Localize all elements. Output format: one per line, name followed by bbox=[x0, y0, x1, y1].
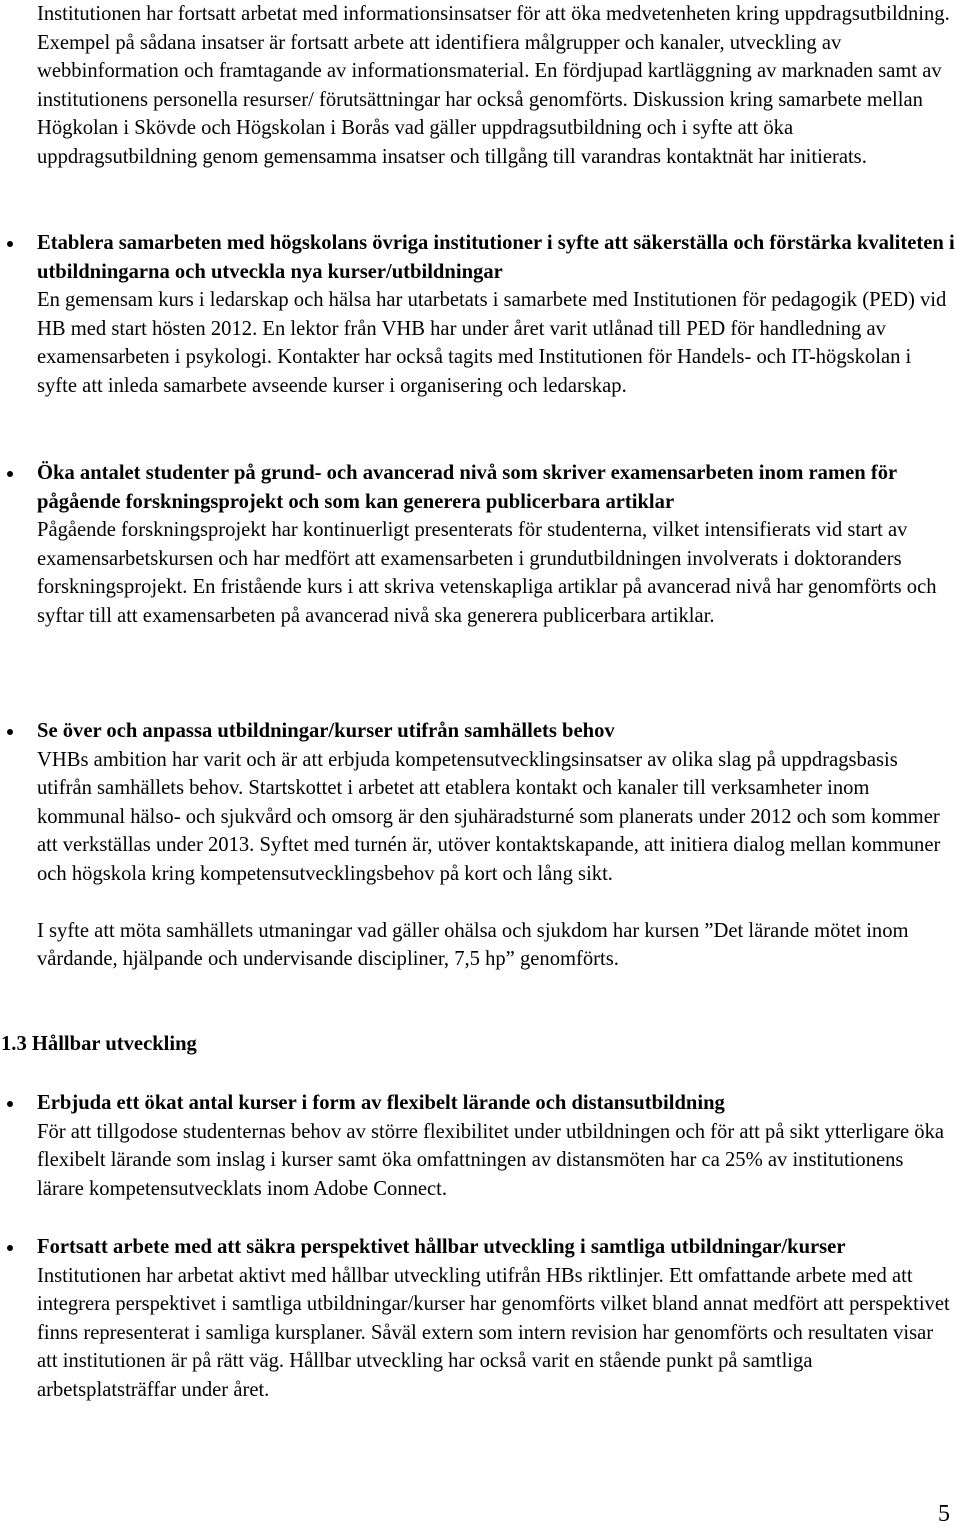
bullet-body: För att tillgodose studenternas behov av större flexibilitet under utbildningen och för att på sikt ytterligare öka flexibelt lärande som inslag i kurser samt öka omfattningen av distansmöten har ca 25% av institutionens lärare kompetensutvecklats inom Adobe Connect. bbox=[37, 1120, 945, 1200]
bullet-body: En gemensam kurs i ledarskap och hälsa har utarbetats i samarbete med Institutionen för pedagogik (PED) vid HB med start hösten 2012. En lektor från VHB har under året varit utlånad till PED för handledning av examensarbeten i psykologi. Kontakter har också tagits med Institutionen för Handels- och IT-högskolan i syfte att inleda samarbete avseende kurser i organisering och ledarskap. bbox=[37, 289, 947, 397]
bullet-body: Pågående forskningsprojekt har kontinuerligt presenterats för studenterna, vilket intensifierats vid start av examensarbetskursen och har medfört att examensarbeten i grundutbildningen involverats i doktoranders forskningsprojekt. En fristående kurs i att skriva vetenskapliga artiklar på avancerad nivå har genomförts och syftar till att examensarbeten på avancerad nivå ska generera publicerbara artiklar. bbox=[37, 519, 937, 627]
bullet-icon bbox=[7, 1101, 13, 1107]
bullet-heading: Erbjuda ett ökat antal kurser i form av flexibelt lärande och distansutbildning bbox=[37, 1092, 725, 1114]
bullet-item bbox=[37, 459, 955, 631]
intro-paragraph: Institutionen har fortsatt arbetat med informationsinsatser för att öka medvetenheten kring uppdragsutbildning. Exempel på sådana insatser är fortsatt arbete att identifiera målgrupper och kanaler, utveckling av webbinformation och framtagande av informationsmaterial. En fördjupad kartläggning av marknaden samt av institutionens personella resurser/ förutsättningar har också genomförts. Diskussion kring samarbete mellan Högkolan i Skövde och Högskolan i Borås vad gäller uppdragsutbildning och i syfte att öka uppdragsutbildning genom gemensamma insatser och tillgång till varandras kontaktnät har initierats. bbox=[37, 3, 950, 168]
bullet-item bbox=[37, 229, 955, 401]
bullet-item bbox=[37, 717, 955, 974]
bullet-icon bbox=[7, 471, 13, 477]
bullet-icon bbox=[7, 1245, 13, 1251]
bullet-body: Institutionen har arbetat aktivt med hållbar utveckling utifrån HBs riktlinjer. Ett omfattande arbete med att integrera perspektivet i samtliga utbildningar/kurser har genomförts vilket bland annat medfört att perspektivet finns representerat i samliga kursplaner. Såväl extern som intern revision har genomförts och resultaten visar att institutionen är på rätt väg. Hållbar utveckling har också varit en stående punkt på samtliga arbetsplatsträffar under året. bbox=[37, 1264, 950, 1401]
bullet-extra-paragraph: I syfte att möta samhällets utmaningar vad gäller ohälsa och sjukdom har kursen ”Det lärande mötet inom vårdande, hjälpande och undervisande discipliner, 7,5 hp” genomförts. bbox=[37, 919, 909, 971]
bullet-icon bbox=[7, 241, 13, 247]
bullet-body: VHBs ambition har varit och är att erbjuda kompetensutvecklingsinsatser av olika slag på uppdragsbasis utifrån samhällets behov. Startskottet i arbetet att etablera kontakt och kanaler till verksamheter inom kommunal hälso- och sjukvård och omsorg är den sjuhäradsturné som planerats under 2012 och som kommer att verkställas under 2013. Syftet med turnén är, utöver kontaktskapande, att initiera dialog mellan kommuner och högskola kring kompetensutvecklingsbehov på kort och lång sikt. bbox=[37, 748, 941, 885]
bullet-heading: Fortsatt arbete med att säkra perspektivet hållbar utveckling i samtliga utbildningar/kurser bbox=[37, 1236, 846, 1258]
bullet-item bbox=[37, 1089, 955, 1203]
bullet-heading: Etablera samarbeten med högskolans övriga institutioner i syfte att säkerställa och förstärka kvaliteten i utbildningarna och utveckla nya kurser/utbildningar bbox=[37, 232, 955, 283]
page-number: 5 bbox=[938, 1501, 950, 1527]
bullet-item bbox=[37, 1233, 955, 1405]
bullet-heading: Öka antalet studenter på grund- och avancerad nivå som skriver examensarbeten inom ramen för pågående forskningsprojekt och som kan generera publicerbara artiklar bbox=[37, 462, 897, 513]
section-heading: 1.3 Hållbar utveckling bbox=[1, 1033, 197, 1055]
bullet-heading: Se över och anpassa utbildningar/kurser utifrån samhällets behov bbox=[37, 720, 615, 742]
bullet-icon bbox=[7, 729, 13, 735]
